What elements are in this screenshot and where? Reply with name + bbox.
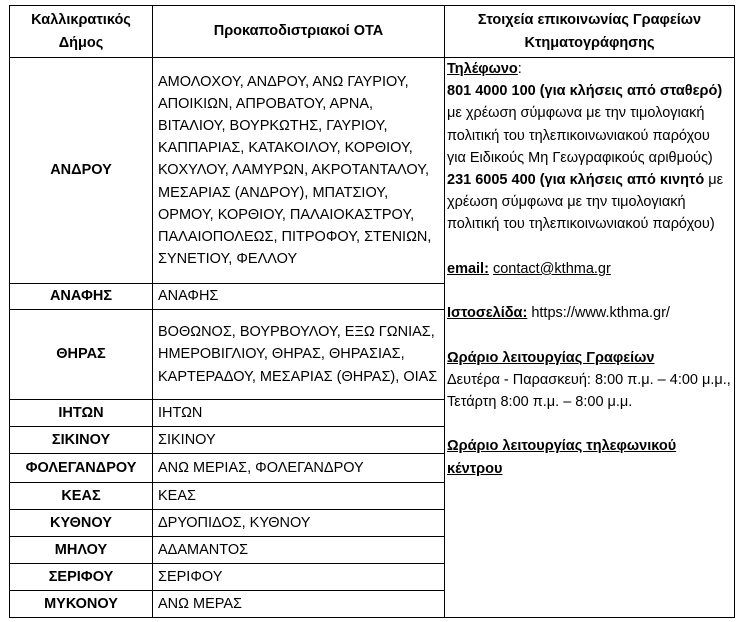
email-label: email: [447, 260, 489, 277]
municipality-cell: ΣΙΚΙΝΟΥ [10, 427, 153, 454]
table-row [10, 58, 735, 284]
ota-cell: ΚΕΑΣ [153, 483, 445, 510]
municipality-cell: ΜΗΛΟΥ [10, 537, 153, 564]
ota-cell: ΑΜΟΛΟΧΟΥ, ΑΝΔΡΟΥ, ΑΝΩ ΓΑΥΡΙΟΥ, ΑΠΟΙΚΙΩΝ, ΑΠΡΟΒΑΤΟΥ, ΑΡΝΑ, ΒΙΤΑΛΙΟΥ, ΒΟΥΡΚΩΤΗΣ, ΓΑΥΡΙΟΥ, ΚΑΠΠΑΡΙΑΣ, ΚΑΤΑΚΟΙΛΟΥ, ΚΟΡΘΙΟΥ, ΚΟΧΥΛΟΥ, ΛΑΜΥΡΩΝ, ΑΚΡΟΤΑΝΤΑΛΟΥ, ΜΕΣΑΡΙΑΣ (ΑΝΔΡΟΥ), ΜΠΑΤΣΙΟΥ, ΟΡΜΟΥ, ΚΟΡΘΙΟΥ, ΠΑΛΑΙΟΚΑΣΤΡΟΥ, ΠΑΛΑΙΟΠΟΛΕΩΣ, ΠΙΤΡΟΦΟΥ, ΣΤΕΝΙΩΝ, ΣΥΝΕΤΙΟΥ, ΦΕΛΛΟΥ [153, 58, 445, 284]
ota-cell: ΔΡΥΟΠΙΔΟΣ, ΚΥΘΝΟΥ [153, 510, 445, 537]
phone2-note: με χρέωση σύμφωνα με την τιμολογιακή πολιτική του τηλεπικοινωνιακού παρόχου) [447, 172, 724, 233]
spacer [447, 236, 732, 258]
header-contact: Στοιχεία επικοινωνίας Γραφείων Κτηματογράφησης [445, 6, 735, 58]
call-center-label: Ωράριο λειτουργίας τηλεφωνικού κέντρου [447, 438, 677, 477]
municipality-cell: ΑΝΑΦΗΣ [10, 284, 153, 310]
phone2-block [447, 169, 732, 236]
spacer [447, 413, 732, 435]
contact-cell [445, 58, 735, 618]
phone-label: Τηλέφωνο [447, 61, 518, 77]
municipality-cell: ΚΥΘΝΟΥ [10, 510, 153, 537]
office-hours: Δευτέρα - Παρασκευή: 8:00 π.μ. – 4:00 μ.μ., Τετάρτη 8:00 π.μ. – 8:00 μ.μ. [447, 371, 731, 410]
ota-cell: ΣΕΡΙΦΟΥ [153, 564, 445, 591]
ota-cell: ΣΙΚΙΝΟΥ [153, 427, 445, 454]
phone1-block [447, 80, 732, 169]
header-ota: Προκαποδιστριακοί ΟΤΑ [153, 6, 445, 58]
ota-cell: ΑΝΑΦΗΣ [153, 284, 445, 310]
municipality-cell: ΚΕΑΣ [10, 483, 153, 510]
spacer [447, 280, 732, 302]
municipality-cell: ΜΥΚΟΝΟΥ [10, 591, 153, 618]
ota-cell: ΙΗΤΩΝ [153, 400, 445, 427]
ota-contact-table [9, 5, 735, 618]
email-block [447, 258, 732, 280]
municipality-cell: ΑΝΔΡΟΥ [10, 58, 153, 284]
ota-cell: ΑΝΩ ΜΕΡΙΑΣ, ΦΟΛΕΓΑΝΔΡΟΥ [153, 454, 445, 483]
office-hours-label: Ωράριο λειτουργίας Γραφείων [447, 349, 655, 366]
email-link[interactable]: contact@kthma.gr [492, 260, 611, 277]
phone-block [447, 58, 732, 80]
website-label: Ιστοσελίδα: [447, 305, 528, 322]
municipality-cell: ΦΟΛΕΓΑΝΔΡΟΥ [10, 454, 153, 483]
phone1-note: με χρέωση σύμφωνα με την τιμολογιακή πολιτική του τηλεπικοινωνιακού παρόχου για Ειδικούς Μη Γεωγραφικούς αριθμούς) [447, 105, 713, 166]
header-municipality: Καλλικρατικός Δήμος [10, 6, 153, 58]
website-block [447, 302, 732, 324]
municipality-cell: ΣΕΡΙΦΟΥ [10, 564, 153, 591]
municipality-cell: ΘΗΡΑΣ [10, 310, 153, 400]
municipality-cell: ΙΗΤΩΝ [10, 400, 153, 427]
phone1-number: 801 4000 100 (για κλήσεις από σταθερό) [447, 83, 723, 100]
ota-cell: ΑΔΑΜΑΝΤΟΣ [153, 537, 445, 564]
header-row [10, 6, 735, 58]
ota-cell: ΑΝΩ ΜΕΡΑΣ [153, 591, 445, 618]
phone-colon: : [517, 61, 522, 77]
spacer [447, 324, 732, 346]
website-link[interactable]: https://www.kthma.gr/ [531, 305, 670, 322]
ota-cell: ΒΟΘΩΝΟΣ, ΒΟΥΡΒΟΥΛΟΥ, ΕΞΩ ΓΩΝΙΑΣ, ΗΜΕΡΟΒΙΓΛΙΟΥ, ΘΗΡΑΣ, ΘΗΡΑΣΙΑΣ, ΚΑΡΤΕΡΑΔΟΥ, ΜΕΣΑΡΙΑΣ (ΘΗΡΑΣ), ΟΙΑΣ [153, 310, 445, 400]
phone2-number: 231 6005 400 (για κλήσεις από κινητό [447, 172, 705, 189]
